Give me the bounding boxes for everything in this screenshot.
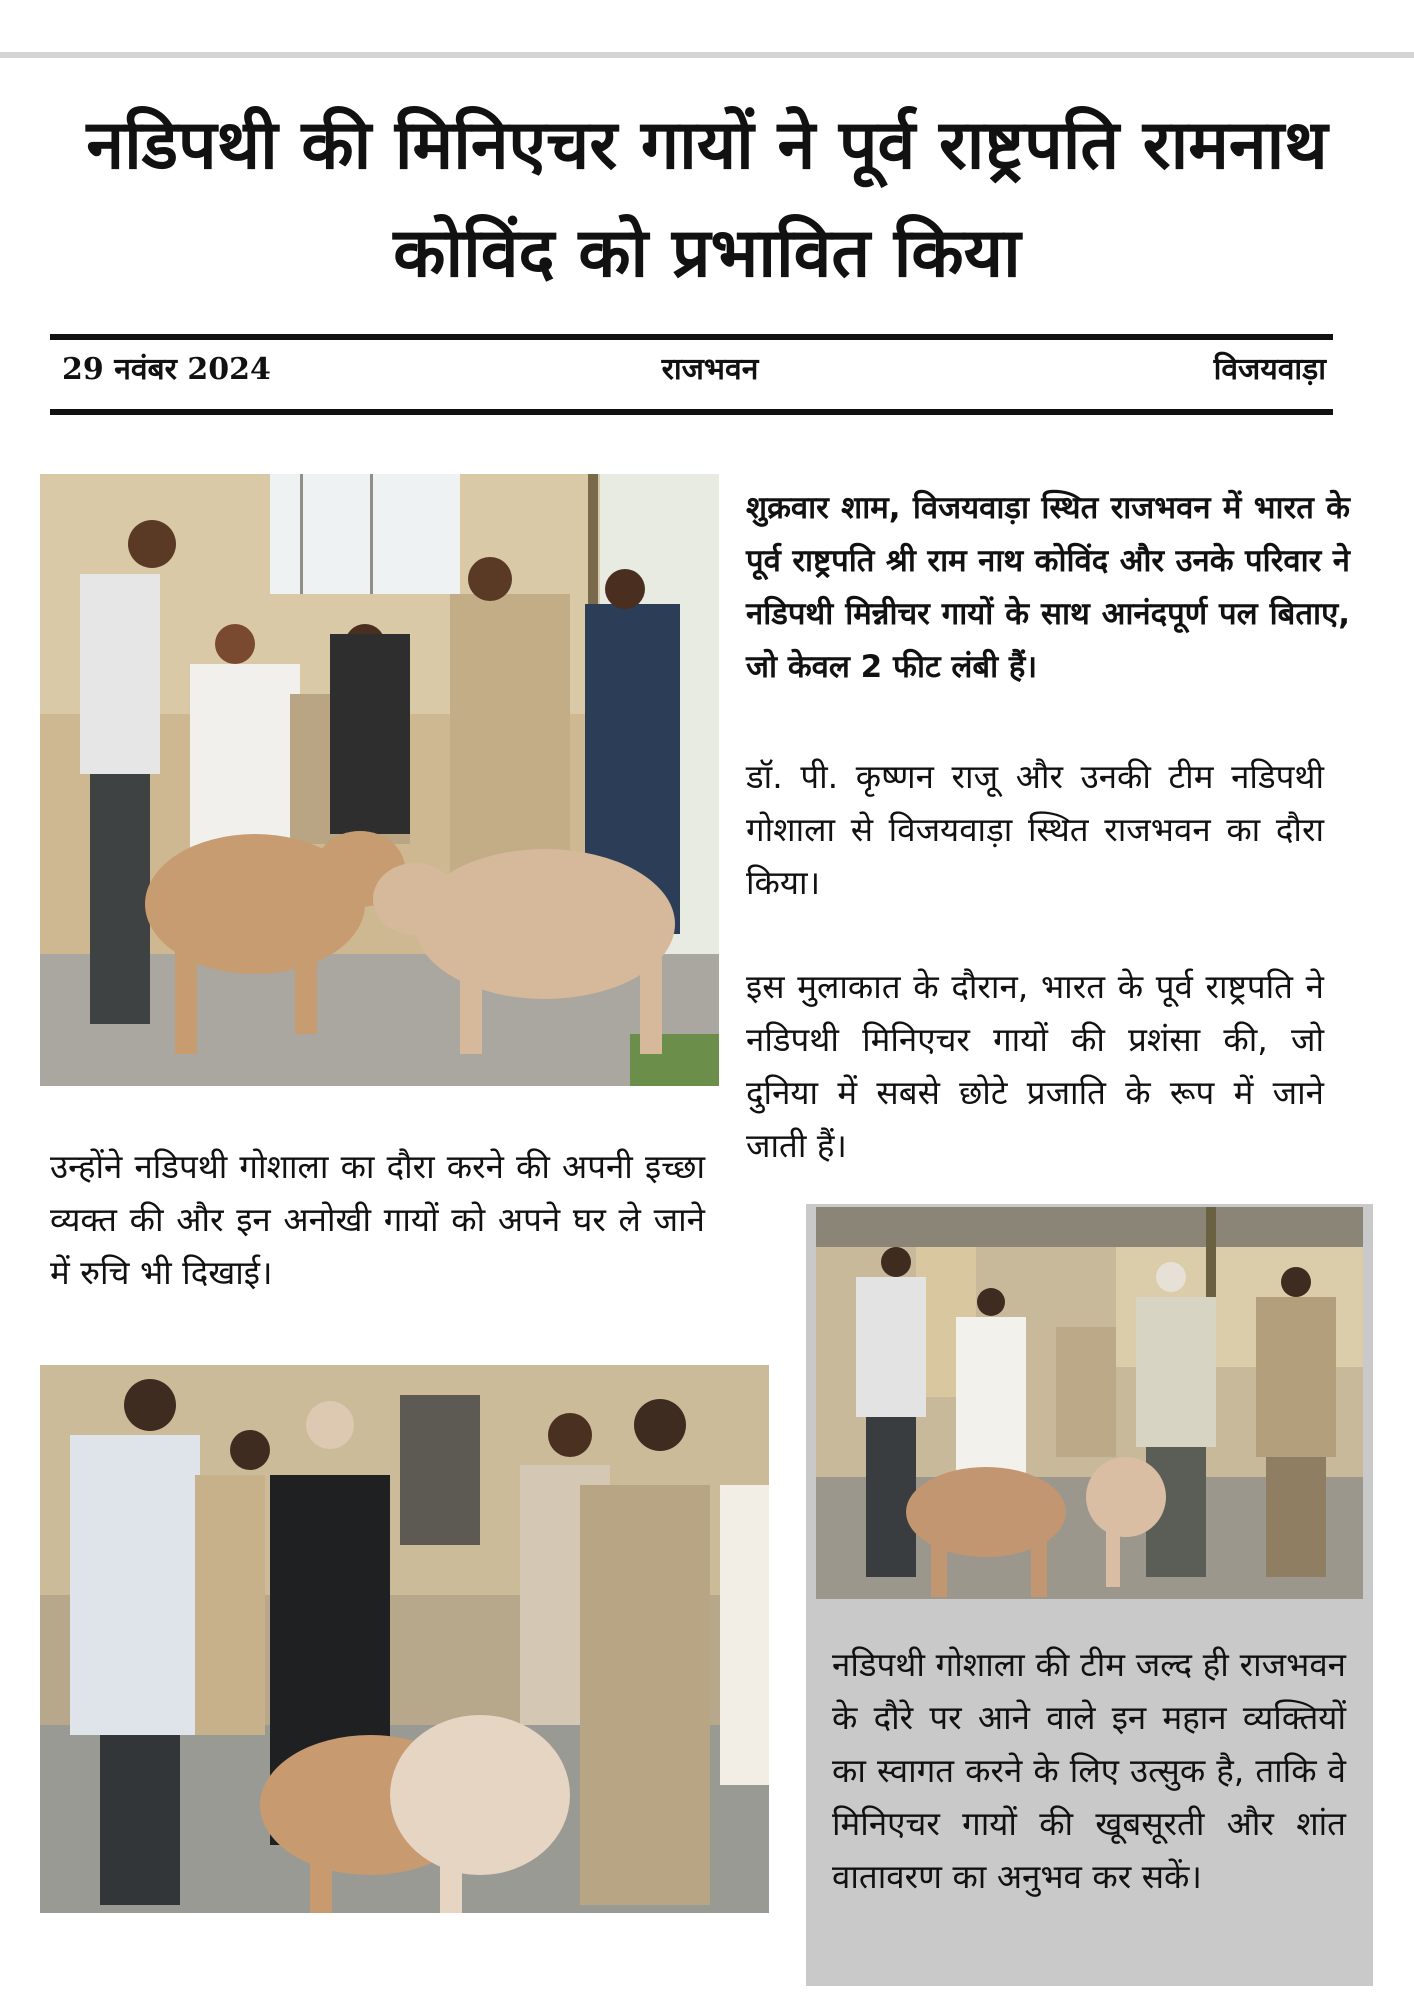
date-line: 29 नवंबर 2024: [62, 352, 271, 387]
paragraph-praise: इस मुलाकात के दौरान, भारत के पूर्व राष्ट्रपति ने नडिपथी मिनिएचर गायों की प्रशंसा की, जो दुनिया में सबसे छोटे प्रजाति के रूप में जाने जाती हैं।: [746, 967, 1324, 1165]
photo-group-with-cows: [816, 1207, 1363, 1599]
city-line: विजयवाड़ा: [1213, 352, 1326, 387]
place-line: राजभवन: [661, 352, 759, 387]
headline: नडिपथी की मिनिएचर गायों ने पूर्व राष्ट्रपति रामनाथ कोविंद को प्रभावित किया: [86, 106, 1328, 293]
top-divider: [0, 52, 1414, 58]
paragraph-visit: डॉ. पी. कृष्णन राजू और उनकी टीम नडिपथी गोशाला से विजयवाड़ा स्थित राजभवन का दौरा किया।: [746, 757, 1324, 902]
lead-paragraph: शुक्रवार शाम, विजयवाड़ा स्थित राजभवन में भारत के पूर्व राष्ट्रपति श्री राम नाथ कोविंद और उनके परिवार ने नडिपथी मिन्नीचर गायों के साथ आनंदपूर्ण पल बिताए, जो केवल 2 फीट लंबी हैं।: [746, 490, 1350, 685]
meta-top-rule: [50, 334, 1333, 340]
photo-cow-feeding: [40, 474, 719, 1086]
photo-dignitaries-with-cows: [40, 1365, 769, 1913]
paragraph-welcome: नडिपथी गोशाला की टीम जल्द ही राजभवन के दौरे पर आने वाले इन महान व्यक्तियों का स्वागत करने के लिए उत्सुक है, ताकि वे मिनिएचर गायों की खूबसूरती और शांत वातावरण का अनुभव कर सकें।: [832, 1645, 1346, 1896]
paragraph-interest: उन्होंने नडिपथी गोशाला का दौरा करने की अपनी इच्छा व्यक्त की और इन अनोखी गायों को अपने घर ले जाने में रुचि भी दिखाई।: [50, 1147, 705, 1292]
meta-bottom-rule: [50, 409, 1333, 415]
